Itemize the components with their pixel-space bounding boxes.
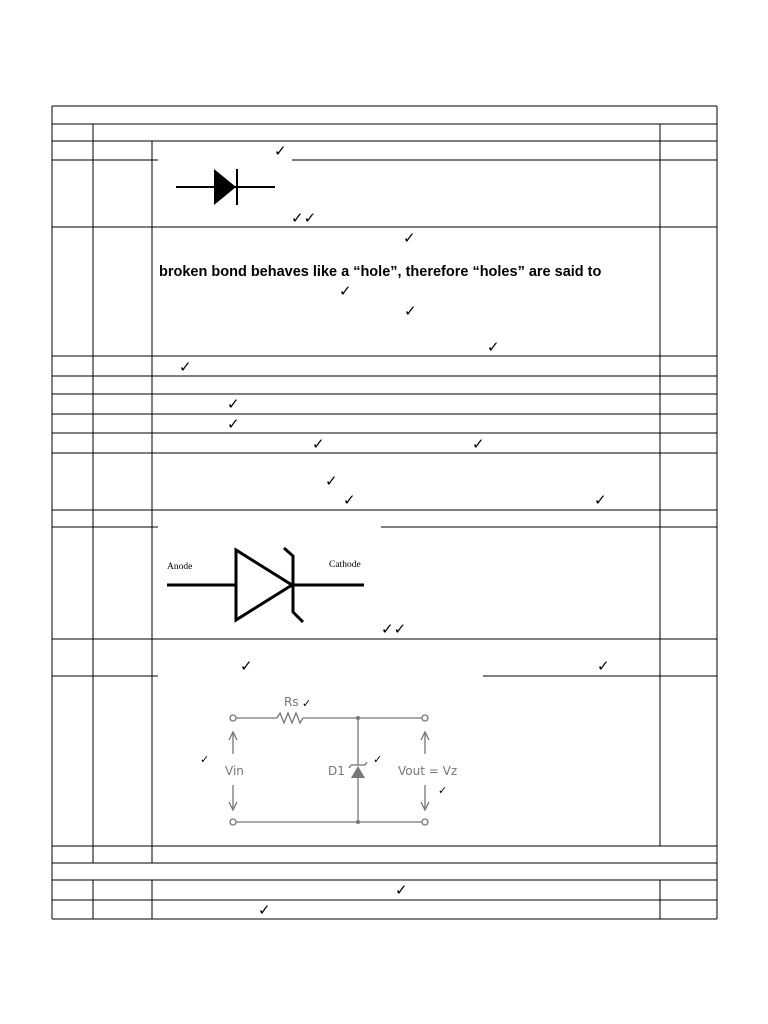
check-mark: ✓	[438, 784, 448, 797]
check-mark: ✓	[200, 753, 210, 766]
zener-diode-symbol	[160, 540, 380, 625]
check-mark: ✓	[339, 282, 352, 300]
check-mark: ✓	[373, 753, 383, 766]
check-mark: ✓	[343, 491, 356, 509]
check-mark: ✓	[227, 415, 240, 433]
check-mark: ✓	[487, 338, 500, 356]
check-mark: ✓	[404, 302, 417, 320]
resistor-label: Rs	[284, 695, 299, 709]
check-mark: ✓	[325, 472, 338, 490]
check-mark: ✓	[227, 395, 240, 413]
check-mark: ✓	[395, 881, 408, 899]
check-mark: ✓	[240, 657, 253, 675]
input-voltage-label: Vin	[225, 764, 244, 778]
cathode-label: Cathode	[329, 560, 361, 570]
check-mark: ✓	[403, 229, 416, 247]
check-mark: ✓	[594, 491, 607, 509]
hole-explanation-text: broken bond behaves like a “hole”, therefore “holes” are said to	[159, 264, 602, 280]
diode-symbol	[170, 165, 280, 210]
double-check-mark: ✓✓	[381, 620, 407, 638]
check-mark: ✓	[258, 901, 271, 919]
diode-label: D1	[328, 764, 345, 778]
zener-regulator-circuit	[195, 690, 465, 835]
check-mark: ✓	[597, 657, 610, 675]
check-mark: ✓	[472, 435, 485, 453]
check-mark: ✓	[312, 435, 325, 453]
check-mark: ✓	[274, 142, 287, 160]
output-voltage-label: Vout = Vz	[398, 764, 458, 778]
check-mark: ✓	[179, 358, 192, 376]
anode-label: Anode	[167, 562, 193, 572]
double-check-mark: ✓✓	[291, 209, 317, 227]
check-mark: ✓	[302, 697, 312, 710]
